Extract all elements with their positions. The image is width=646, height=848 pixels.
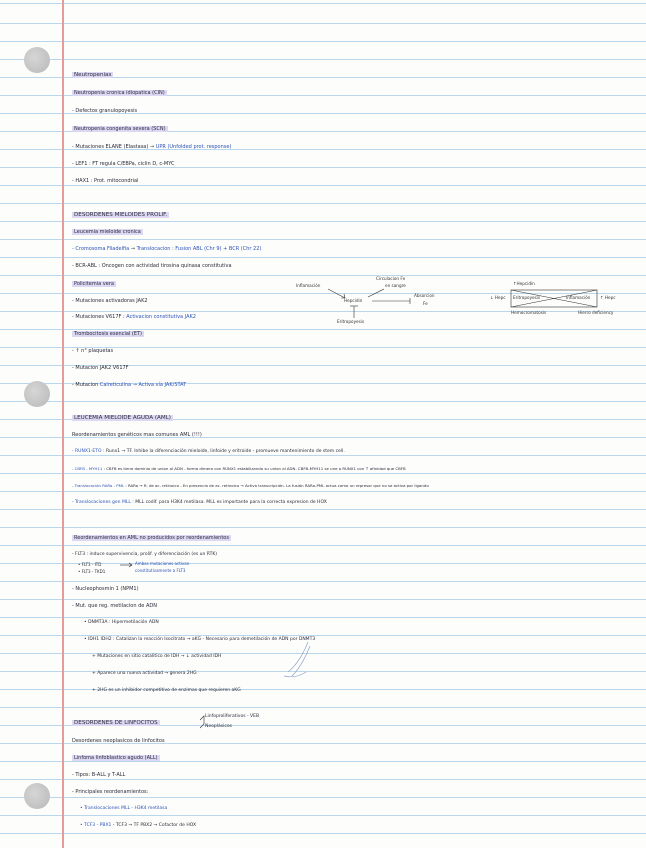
mll-item: - Translocaciones gen MLL : MLL codif. para H3K4 metilasa. MLL es importante para la correcta expresion de HOX [72,500,327,505]
lla-tcf3: • TCF3 - PBX1 - TCF3 → TF PBX2 → Cofactor de HOX [80,823,197,828]
metil-item: - Mut. que reg. metilacion de ADN [72,603,157,609]
diag-hepcidin: Hepcidin [344,298,363,303]
linfocitos-desord: Desordenes neoplasicos de linfocitos [72,738,165,744]
diag-r-inner-right: Inflamación [566,295,591,300]
npm1-item: - Nucleophosmin 1 (NPM1) [72,586,139,592]
diag-r-right: ↑ Hepc [600,295,616,300]
pv-item-1: - Mutaciones activadoras JAK2 [72,298,148,304]
cin-item: - Defectos granulopoyesis [72,108,138,114]
diag-circulacion: Circulacion Fe [376,276,406,281]
te-item-2: - Mutacion JAK2 V617F [72,365,129,371]
heading-linfocitos: DESORDENES DE LINFOCITOS [74,720,158,726]
flt3-itd: • FLT3 - ITD [78,562,102,567]
diag-eritropoyesis: Eritropoyesis [337,319,365,324]
linfocitos-side-2: Neoplásicos [205,724,232,729]
diag-r-left: ↓ Hepc [490,295,506,300]
flt3-effect-2: constitutivamente a FLT3 [135,568,186,573]
diag-r-inner-left: Eritropoyesis [513,295,541,300]
subheading-lmc: Leucemia mieloide cronica [74,229,141,235]
diag-r-bottom-left: Hemocromatosis [511,310,547,315]
diag-en-sangre: en sangre [385,283,406,288]
diag-fe: Fe [423,301,428,306]
te-item-3: - Mutacion Calreticulina → Activa vía JAK/STAT [72,382,187,388]
flt3-effect-1: Ambas mutaciones activan [135,561,190,566]
aml-noprod: Reordenamientos en AML no producidos por reordenamientos [74,535,229,541]
hax1-item: - HAX1 : Prot. mitocondrial [72,178,139,184]
heading-mieloides: DESORDENES MIELOIDES PROLIF. [74,212,168,218]
bcrabl-item: - BCR-ABL : Oncogen con actividad tirosina quinasa constitutiva [72,263,232,269]
te-item-1: - ↑ n° plaquetas [72,348,114,354]
pv-item-2: - Mutaciones V617F : Activacion constitutiva JAK2 [72,314,196,320]
subheading-scn: Neutropenia congenita severa (SCN) [74,126,166,132]
lla-principales: - Principales reordenamientos: [72,789,149,795]
idh-sub-1: + Mutaciones en sitio catalitico de IDH → ↓ actividad IDH [92,654,222,659]
diag-r-top: ↑Hepcidin [513,281,535,286]
subheading-cin: Neutropenia cronica idiopatica (CIN) [74,90,165,96]
lla-mll: • Translocaciones MLL - H3K4 metilasa [80,806,168,811]
heading-aml: LEUCEMIA MIELOIDE AGUDA (AML) [74,415,171,421]
subheading-lla: Linfoma linfoblastico agudo (ALL) [74,755,158,761]
ph-item: - Cromosoma Filadelfia → Translocacion : Fusion ABL (Chr 9) + BCR (Chr 22) [72,246,262,252]
idh-sub-3: + 2HG es un inhibidor competitivo de enzimas que requieren aKG [92,688,241,693]
diag-absorcion: Absorcion [414,293,435,298]
lla-tipos: - Tipos: B-ALL y T-ALL [72,772,126,778]
dnmt3a-item: • DNMT3A : Hipermetilación ADN [84,620,159,625]
cbfb-item: - CBFB - MYH11 : CBFB es tiene dominio de union al ADN - forma dimero con RUNX1 estabilizando su union al ADN. CBFB-MYH11 se une a RUNX1 con ↑ afinidad que CBFB [72,466,406,471]
idh-sub-2: + Aparece una nueva actividad → genera 2HG [92,671,197,676]
runx1-item: - RUNX1-ETO : Runx1 → TF. Inhibe la diferenciación mieloide, linfoide y eritroide - promueve mantenimiento de stem cell. [72,449,345,454]
subheading-te: Trombocitosis esencial (ET) [74,331,142,337]
rara-item: - Translocación RARa - PML : RARa → R. de ac. retinoico - En presencia de ac. retinoico → Activa transcripción. La fusión RARa-PML actua como un represor que no se activa por ligando [72,483,429,488]
lef1-item: - LEF1 : FT regula C/EBPa, ciclin D, c-MYC [72,161,175,167]
flt3-item: - FLT3 : induce supervivencia, prolif. y diferenciación (es un RTK) [72,552,218,557]
elane-item: - Mutaciones ELANE (Elastasa) → UPR (Unfolded prot. response) [72,144,232,150]
diag-inflamacion: Inflamación [296,283,321,288]
linfocitos-side-1: Linfoproliferativos - VEB [205,714,260,719]
flt3-tkd: • FLT3 - TKD1 [78,569,106,574]
heading-neutropenias: Neutropenias [74,72,112,78]
aml-reord: Reordenamientos genéticos mas comunes AML (!!!) [72,432,202,438]
subheading-pv: Policitemia vera [74,281,114,287]
diag-r-bottom-right: Hierro deficiency [578,310,614,315]
idh-item: • IDH1 IDH2 : Catalizan la reacción Isocitrato → aKG - Necesario para demetilación de ADN por DNMT3 [84,637,316,642]
